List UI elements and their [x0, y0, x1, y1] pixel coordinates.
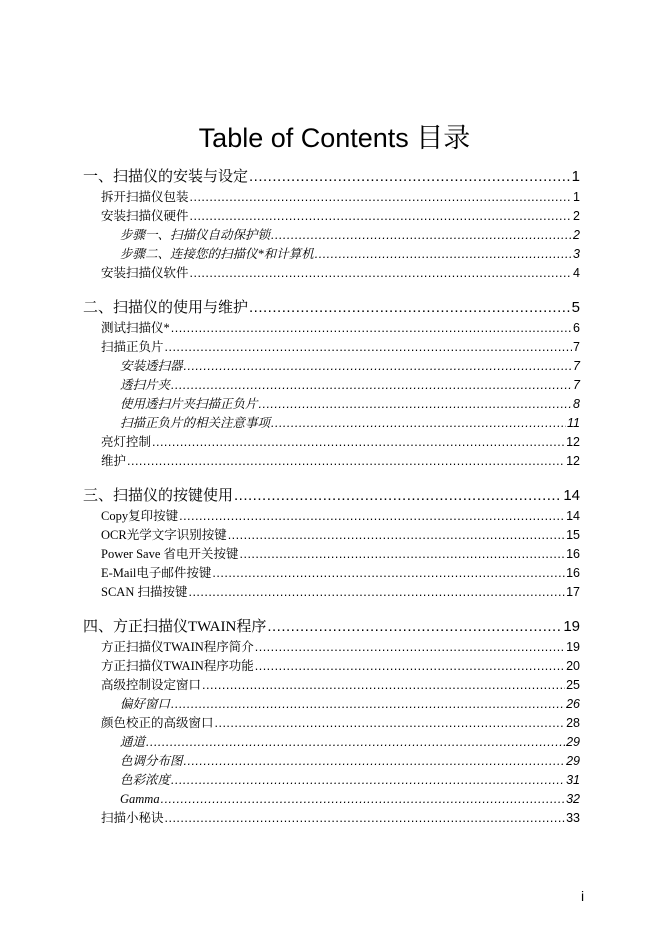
dot-leader	[165, 809, 566, 828]
toc-chapter-heading[interactable]	[83, 166, 580, 188]
toc-entry-page: 31	[566, 773, 580, 787]
toc-entry-page: 32	[566, 792, 580, 806]
toc-section-entry[interactable]	[83, 188, 580, 207]
toc-entry-page: 12	[566, 454, 580, 468]
dot-leader	[215, 714, 566, 733]
toc-entry-label: Gamma	[120, 792, 160, 806]
toc-entry-page: 17	[566, 585, 580, 599]
toc-entry-page: 1	[571, 168, 580, 185]
dot-leader	[171, 376, 572, 395]
toc-entry-label: 步骤一、扫描仪自动保护锁	[120, 228, 271, 242]
toc-subsection-entry[interactable]	[83, 771, 580, 790]
toc-subsection-entry[interactable]	[83, 226, 580, 245]
toc-entry-label: 色彩浓度	[120, 773, 171, 787]
toc-entry-page: 14	[566, 509, 580, 523]
toc-entry-page: 7	[573, 359, 580, 373]
toc-section-entry[interactable]	[83, 714, 580, 733]
toc-entry-label: 方正扫描仪TWAIN程序功能	[101, 659, 254, 673]
toc-entry-label: 颜色校正的高级窗口	[101, 716, 214, 730]
toc-subsection-entry[interactable]	[83, 414, 580, 433]
toc-entry-page: 12	[566, 435, 580, 449]
toc-section-entry[interactable]	[83, 583, 580, 602]
dot-leader	[184, 752, 566, 771]
dot-leader	[171, 319, 572, 338]
toc-entry-label: 方正扫描仪TWAIN程序简介	[101, 640, 254, 654]
table-of-contents	[83, 166, 580, 842]
toc-entry-page: 15	[566, 528, 580, 542]
toc-subsection-entry[interactable]	[83, 395, 580, 414]
toc-section-entry[interactable]	[83, 319, 580, 338]
toc-section-entry[interactable]	[83, 545, 580, 564]
toc-entry-label: 三、扫描仪的按键使用	[83, 488, 234, 504]
dot-leader	[267, 616, 562, 638]
toc-section-entry[interactable]	[83, 657, 580, 676]
dot-leader	[184, 357, 573, 376]
toc-entry-page: 16	[566, 566, 580, 580]
toc-chapter-heading[interactable]	[83, 297, 580, 319]
dot-leader	[190, 188, 573, 207]
toc-entry-label: 安装扫描仪硬件	[101, 209, 189, 223]
toc-entry-label: 维护	[101, 454, 127, 468]
toc-entry-page: 14	[563, 487, 580, 504]
toc-section-entry[interactable]	[83, 264, 580, 283]
toc-entry-page: 7	[573, 378, 580, 392]
toc-section	[83, 616, 580, 828]
toc-subsection-entry[interactable]	[83, 790, 580, 809]
toc-subsection-entry[interactable]	[83, 695, 580, 714]
dot-leader	[171, 695, 565, 714]
dot-leader	[190, 207, 573, 226]
toc-entry-label: 色调分布图	[120, 754, 183, 768]
toc-entry-label: 扫描正负片	[101, 340, 164, 354]
toc-entry-label: 安装透扫器	[120, 359, 183, 373]
toc-section-entry[interactable]	[83, 809, 580, 828]
toc-subsection-entry[interactable]	[83, 245, 580, 264]
page-number: i	[581, 888, 585, 904]
toc-entry-label: 使用透扫片夹扫描正负片	[120, 397, 258, 411]
toc-entry-page: 29	[566, 754, 580, 768]
toc-section	[83, 166, 580, 283]
dot-leader	[188, 583, 565, 602]
toc-entry-label: 高级控制设定窗口	[101, 678, 202, 692]
toc-entry-page: 33	[566, 811, 580, 825]
toc-section	[83, 297, 580, 471]
toc-entry-page: 20	[566, 659, 580, 673]
toc-entry-page: 26	[566, 697, 580, 711]
toc-section-entry[interactable]	[83, 676, 580, 695]
dot-leader	[152, 433, 565, 452]
toc-section-entry[interactable]	[83, 338, 580, 357]
dot-leader	[161, 790, 566, 809]
toc-entry-page: 7	[573, 340, 580, 354]
toc-entry-label: 扫描小秘诀	[101, 811, 164, 825]
toc-section-entry[interactable]	[83, 638, 580, 657]
dot-leader	[146, 733, 565, 752]
toc-entry-page: 19	[563, 618, 580, 635]
dot-leader	[249, 297, 571, 319]
toc-subsection-entry[interactable]	[83, 733, 580, 752]
dot-leader	[259, 395, 573, 414]
dot-leader	[165, 338, 573, 357]
page-title: Table of Contents 目录	[198, 123, 471, 153]
dot-leader	[212, 564, 565, 583]
toc-chapter-heading[interactable]	[83, 485, 580, 507]
toc-entry-label: 偏好窗口	[120, 697, 171, 711]
toc-entry-label: 通道	[120, 735, 146, 749]
dot-leader	[190, 264, 573, 283]
toc-entry-page: 2	[573, 228, 580, 242]
toc-section-entry[interactable]	[83, 507, 580, 526]
toc-entry-label: Power Save 省电开关按键	[101, 547, 239, 561]
toc-entry-page: 6	[573, 321, 580, 335]
toc-entry-label: 一、扫描仪的安装与设定	[83, 169, 249, 185]
toc-section	[83, 485, 580, 602]
toc-entry-label: SCAN 扫描按键	[101, 585, 188, 599]
toc-entry-page: 4	[573, 266, 580, 280]
toc-entry-page: 11	[567, 416, 580, 430]
toc-chapter-heading[interactable]	[83, 616, 580, 638]
toc-subsection-entry[interactable]	[83, 752, 580, 771]
dot-leader	[271, 226, 572, 245]
toc-entry-page: 2	[573, 209, 580, 223]
toc-entry-label: E-Mail电子邮件按键	[101, 566, 212, 580]
toc-subsection-entry[interactable]	[83, 357, 580, 376]
dot-leader	[255, 657, 565, 676]
dot-leader	[271, 414, 566, 433]
dot-leader	[315, 245, 572, 264]
dot-leader	[228, 526, 565, 545]
dot-leader	[240, 545, 566, 564]
toc-entry-label: 二、扫描仪的使用与维护	[83, 300, 249, 316]
toc-entry-label: 四、方正扫描仪TWAIN程序	[83, 619, 267, 635]
toc-subsection-entry[interactable]	[83, 376, 580, 395]
dot-leader	[255, 638, 565, 657]
toc-entry-page: 1	[573, 190, 580, 204]
dot-leader	[234, 485, 562, 507]
toc-entry-label: 拆开扫描仪包装	[101, 190, 189, 204]
toc-section-entry[interactable]	[83, 207, 580, 226]
toc-entry-page: 25	[566, 678, 580, 692]
toc-entry-label: 亮灯控制	[101, 435, 152, 449]
toc-entry-page: 29	[566, 735, 580, 749]
toc-section-entry[interactable]	[83, 433, 580, 452]
dot-leader	[127, 452, 565, 471]
toc-entry-page: 16	[566, 547, 580, 561]
toc-section-entry[interactable]	[83, 452, 580, 471]
toc-entry-label: 扫描正负片的相关注意事项	[120, 416, 271, 430]
toc-entry-page: 5	[571, 299, 580, 316]
dot-leader	[249, 166, 571, 188]
dot-leader	[202, 676, 565, 695]
toc-entry-label: 安装扫描仪软件	[101, 266, 189, 280]
toc-entry-label: OCR光学文字识别按键	[101, 528, 227, 542]
dot-leader	[179, 507, 565, 526]
dot-leader	[171, 771, 565, 790]
toc-section-entry[interactable]	[83, 526, 580, 545]
toc-entry-label: 测试扫描仪*	[101, 321, 170, 335]
toc-entry-page: 3	[573, 247, 580, 261]
toc-entry-label: 步骤二、连接您的扫描仪*和计算机	[120, 247, 314, 261]
toc-entry-label: Copy复印按键	[101, 509, 179, 523]
toc-entry-page: 8	[573, 397, 580, 411]
toc-entry-page: 28	[566, 716, 580, 730]
toc-entry-label: 透扫片夹	[120, 378, 171, 392]
toc-entry-page: 19	[566, 640, 580, 654]
toc-section-entry[interactable]	[83, 564, 580, 583]
